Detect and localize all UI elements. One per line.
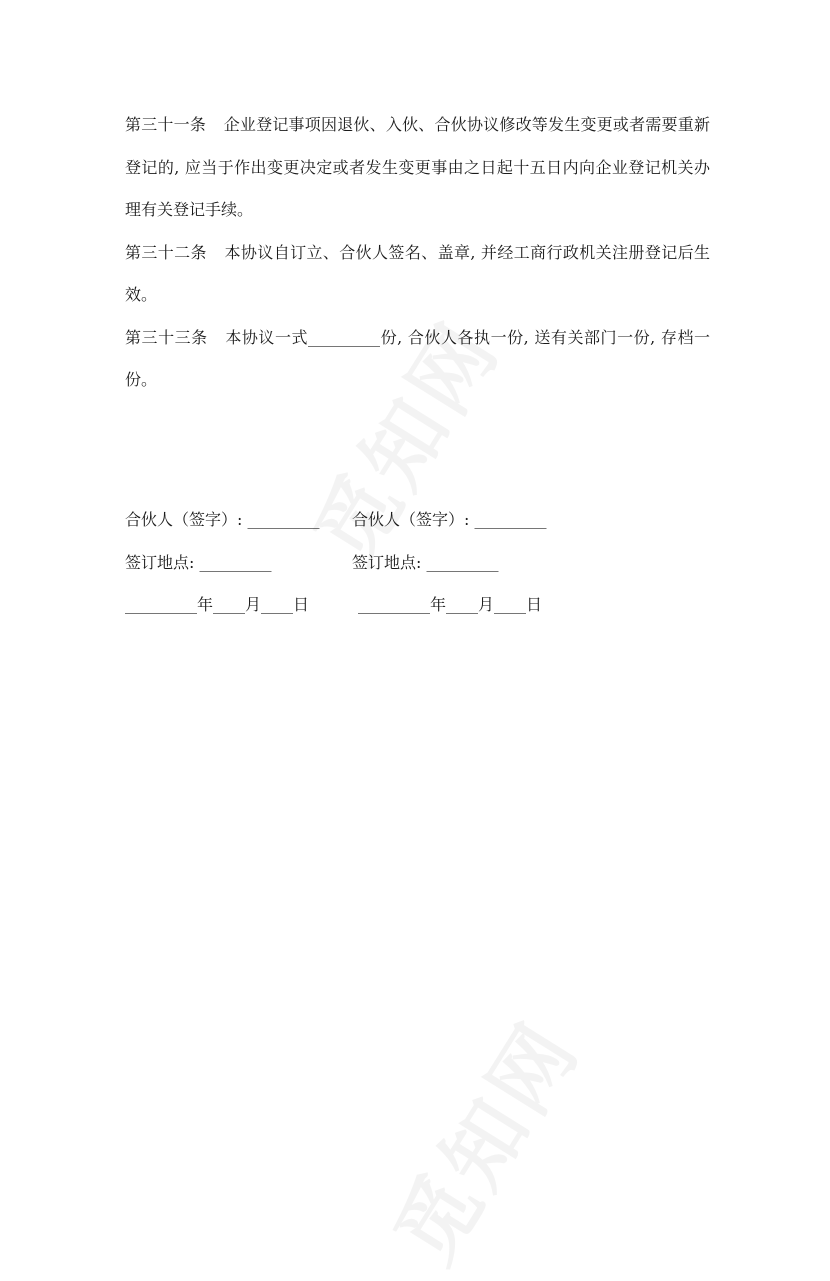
signature-row-partner <box>125 499 710 542</box>
signing-date-left: _________年____月____日 <box>125 595 310 614</box>
signing-place-right: 签订地点: _________ <box>352 552 499 572</box>
article-text: 企业登记事项因退伙、入伙、合伙协议修改等发生变更或者需要重新登记的, 应当于作出变更决定或者发生变更事由之日起十五日内向企业登记机关办理有关登记手续。 <box>125 115 710 219</box>
partner-signature-left: 合伙人（签字）: _________ <box>125 510 320 529</box>
watermark-bottom <box>362 996 601 1281</box>
article-33 <box>125 317 710 402</box>
signature-row-date <box>125 584 710 627</box>
article-31 <box>125 104 710 232</box>
partner-signature-right: 合伙人（签字）: _________ <box>352 510 547 529</box>
signature-block <box>125 499 710 627</box>
article-number: 第三十二条 <box>125 242 207 262</box>
signature-row-place <box>125 542 710 585</box>
article-number: 第三十一条 <box>125 115 207 134</box>
article-32 <box>125 232 710 317</box>
signing-place-left: 签订地点: _________ <box>125 552 272 572</box>
article-list <box>125 104 710 402</box>
article-text: 本协议自订立、合伙人签名、盖章, 并经工商行政机关注册登记后生效。 <box>125 242 710 304</box>
signing-date-right: _________年____月____日 <box>358 595 543 614</box>
article-text: 本协议一式_________份, 合伙人各执一份, 送有关部门一份, 存档一份。 <box>125 327 710 389</box>
article-number: 第三十三条 <box>125 327 208 347</box>
